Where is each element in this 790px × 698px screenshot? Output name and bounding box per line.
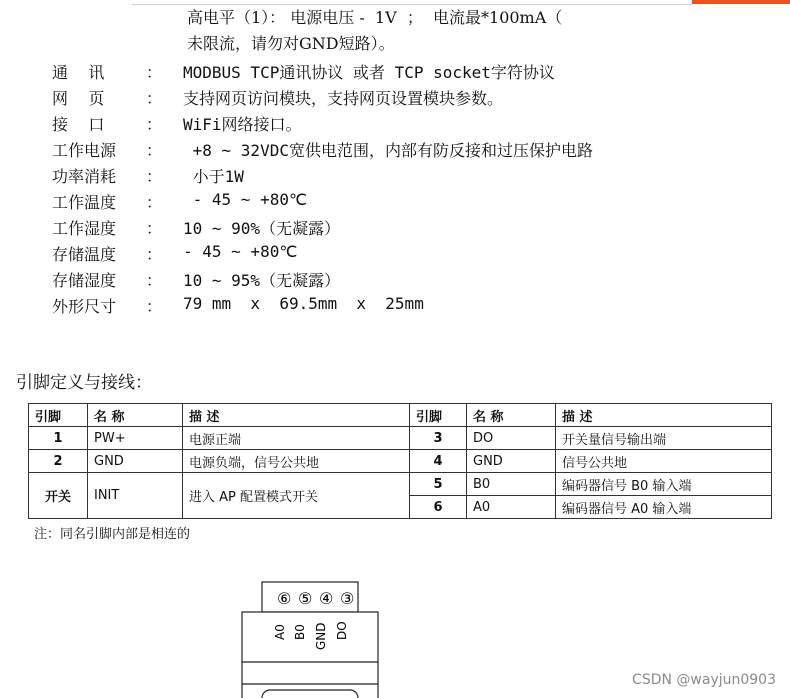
spec-label: 接 口: [52, 115, 105, 134]
spec-colon: ：: [146, 271, 163, 290]
spec-label: 存储温度: [52, 245, 117, 264]
pin-cell: 4: [410, 450, 467, 473]
spec-colon: ：: [146, 167, 163, 186]
name-cell: INIT: [88, 473, 183, 519]
desc-cell: 电源负端，信号公共地: [183, 450, 410, 473]
spec-value: 小于1W: [183, 167, 244, 186]
spec-value: 79 mm x 69.5mm x 25mm: [183, 294, 424, 313]
spec-value: 10 ~ 95%（无凝露）: [183, 271, 341, 290]
spec-value: MODBUS TCP通讯协议 或者 TCP socket字符协议: [183, 63, 555, 82]
pin-label: GND: [314, 622, 328, 650]
desc-cell: 编码器信号 B0 输入端: [556, 473, 772, 496]
desc-cell: 编码器信号 A0 输入端: [556, 496, 772, 519]
watermark: CSDN @wayjun0903: [632, 672, 776, 688]
spec-value: 支持网页访问模块，支持网页设置模块参数。: [183, 89, 504, 108]
header-desc: 描 述: [556, 404, 772, 427]
spec-value: - 45 ~ +80℃: [183, 190, 307, 209]
pin-cell: 1: [29, 427, 88, 450]
name-cell: GND: [467, 450, 556, 473]
spec-colon: ：: [146, 89, 163, 108]
pin-cell: 5: [410, 473, 467, 496]
pin-number: ⑥: [277, 589, 292, 608]
spec-value: - 45 ~ +80℃: [183, 242, 298, 261]
spec-label: 网 页: [52, 89, 105, 108]
header-pin: 引脚: [29, 404, 88, 427]
spec-value: 10 ~ 90%（无凝露）: [183, 219, 341, 238]
spec-level-high-line2: 未限流，请勿对GND短路）。: [187, 34, 395, 53]
section-title: 引脚定义与接线：: [16, 373, 152, 393]
desc-cell: 信号公共地: [556, 450, 772, 473]
name-cell: B0: [467, 473, 556, 496]
spec-label: 通 讯: [52, 63, 105, 82]
spec-colon: ：: [146, 193, 163, 212]
desc-cell: 电源正端: [183, 427, 410, 450]
spec-value: +8 ~ 32VDC宽供电范围，内部有防反接和过压保护电路: [183, 141, 593, 160]
pin-label: DO: [335, 621, 349, 640]
spec-label: 存储湿度: [52, 271, 117, 290]
pin-number: ⑤: [298, 589, 313, 608]
pin-label: A0: [273, 624, 287, 640]
pin-cell: 6: [410, 496, 467, 519]
desc-cell: 开关量信号输出端: [556, 427, 772, 450]
spec-label: 外形尺寸: [52, 297, 117, 316]
pin-label: B0: [293, 624, 307, 640]
header-name: 名 称: [88, 404, 183, 427]
module-slot: [262, 690, 358, 698]
pin-cell: 3: [410, 427, 467, 450]
header-name: 名 称: [467, 404, 556, 427]
spec-colon: ：: [146, 219, 163, 238]
name-cell: DO: [467, 427, 556, 450]
name-cell: GND: [88, 450, 183, 473]
spec-level-high-line1: 高电平（1）： 电源电压 - 1V ； 电流最*100mA（: [187, 8, 563, 27]
pin-number: ④: [319, 589, 334, 608]
spec-colon: ：: [146, 141, 163, 160]
pin-cell: 开关: [29, 473, 88, 519]
spec-label: 工作电源: [52, 141, 117, 160]
spec-colon: ：: [146, 115, 163, 134]
name-cell: PW+: [88, 427, 183, 450]
pin-number: ③: [340, 589, 355, 608]
spec-label: 工作温度: [52, 193, 117, 212]
spec-colon: ：: [146, 63, 163, 82]
header-desc: 描 述: [183, 404, 410, 427]
spec-colon: ：: [146, 297, 163, 316]
desc-cell: 进入 AP 配置模式开关: [183, 473, 410, 519]
module-body: [242, 612, 378, 698]
spec-label: 工作湿度: [52, 219, 117, 238]
header-pin: 引脚: [410, 404, 467, 427]
pin-cell: 2: [29, 450, 88, 473]
table-note: 注：同名引脚内部是相连的: [34, 527, 191, 542]
spec-value: WiFi网络接口。: [183, 115, 302, 134]
spec-label: 功率消耗: [52, 167, 117, 186]
spec-colon: ：: [146, 245, 163, 264]
name-cell: A0: [467, 496, 556, 519]
